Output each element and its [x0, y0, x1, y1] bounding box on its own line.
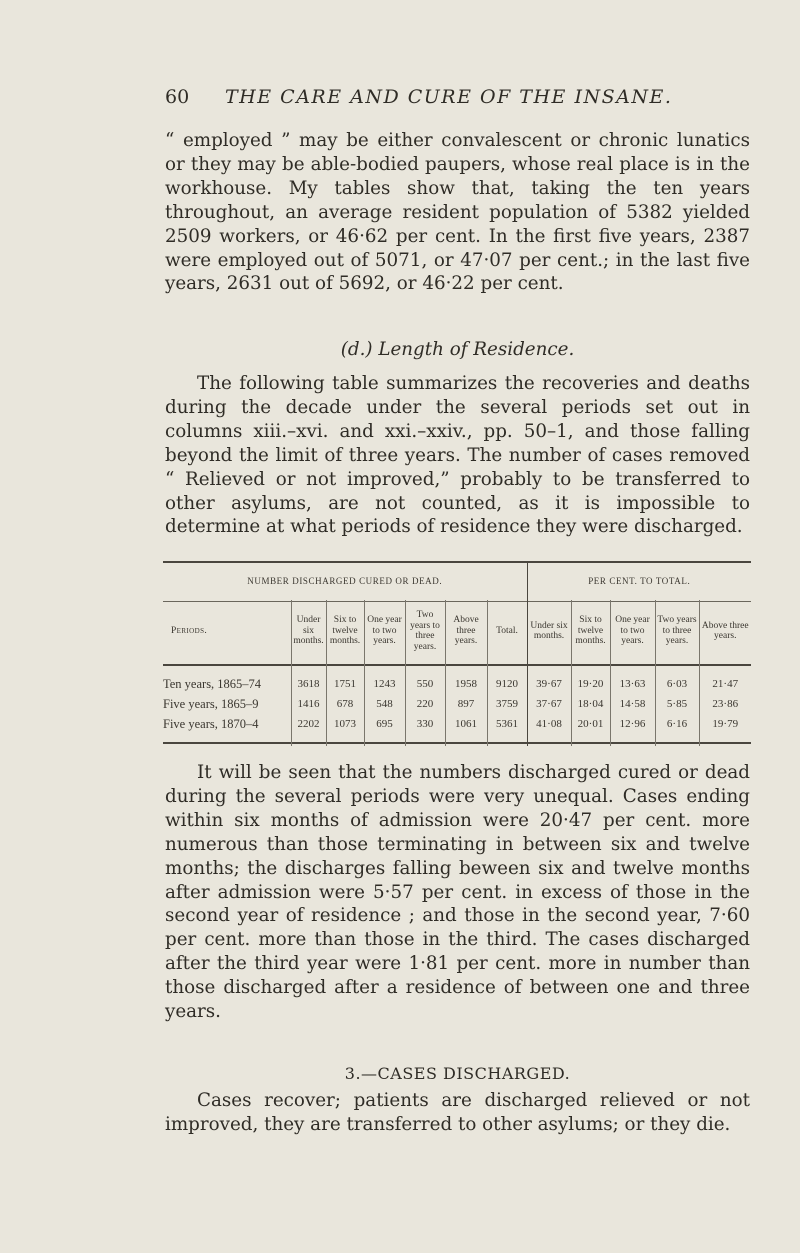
- paragraph-employed: “ employed ” may be either convalescent or chronic lunatics or they may be able-bodied paupers, whose real place is in the workhouse. My tables show that, taking the ten years throughout, an average resident population of 5382 yielded 2509 workers, or 46·62 per cent. In the first five years, 2387 were employed out of 5071, or 47·07 per cent.; in the last five years, 2631 out of 5692, or 46·22 per cent.: [165, 130, 750, 295]
- table-cell: 678: [326, 694, 364, 714]
- table-cell: 3618: [291, 674, 326, 694]
- table-cell: 1243: [364, 674, 405, 694]
- table-cell: 3759: [487, 694, 527, 714]
- group-header-percent: PER CENT. TO TOTAL.: [527, 562, 751, 600]
- col-header-above-three: Above three years.: [445, 600, 487, 662]
- col-header-pct-six-twelve: Six to twelve months.: [571, 600, 610, 662]
- running-title: THE CARE AND CURE OF THE INSANE.: [225, 86, 673, 108]
- col-header-pct-under-six: Under six months.: [527, 600, 571, 662]
- paragraph-cases-recover: Cases recover; patients are discharged relieved or not improved, they are transferred to other asylums; or they die.: [165, 1090, 750, 1135]
- table-cell: 5·85: [655, 694, 699, 714]
- col-header-pct-one-two: One year to two years.: [610, 600, 655, 662]
- col-header-total: Total.: [487, 600, 527, 662]
- table-cell: 39·67: [527, 674, 571, 694]
- table-cell: 37·67: [527, 694, 571, 714]
- col-header-periods: Periods.: [171, 625, 208, 636]
- paragraph-conclusions: It will be seen that the numbers discharged cured or dead during the several periods were very unequal. Cases ending within six months of admission were 20·47 per cent. more numerous than those terminating in between six and twelve months; the discharges falling beween six and twelve months after admission were 5·57 per cent. in excess of those in the second year of residence ; and those in the second year, 7·60 per cent. more than those in the third. The cases discharged after the third year were 1·81 per cent. more in number than those discharged after a residence of between one and three years.: [165, 762, 750, 1023]
- subheading-length-of-residence: (d.) Length of Residence.: [340, 339, 575, 360]
- row-label: Five years, 1865–9: [163, 696, 259, 711]
- table-row: [163, 714, 751, 734]
- table-cell: 897: [445, 694, 487, 714]
- col-header-two-three: Two years to three years.: [405, 600, 445, 662]
- table-row: [163, 674, 751, 694]
- row-label: Five years, 1870–4: [163, 716, 259, 731]
- table-cell: 330: [405, 714, 445, 734]
- col-header-one-two: One year to two years.: [364, 600, 405, 662]
- table-cell: 19·79: [699, 714, 751, 734]
- table-cell: 14·58: [610, 694, 655, 714]
- table-cell: 5361: [487, 714, 527, 734]
- table-cell: 695: [364, 714, 405, 734]
- residence-table: [163, 562, 751, 746]
- table-cell: 6·16: [655, 714, 699, 734]
- table-cell: 12·96: [610, 714, 655, 734]
- table-cell: 21·47: [699, 674, 751, 694]
- table-cell: 1073: [326, 714, 364, 734]
- table-cell: 19·20: [571, 674, 610, 694]
- col-header-six-twelve: Six to twelve months.: [326, 600, 364, 662]
- col-header-pct-above-three: Above three years.: [699, 600, 751, 662]
- col-header-pct-two-three: Two years to three years.: [655, 600, 699, 662]
- table-cell: 18·04: [571, 694, 610, 714]
- table-cell: 41·08: [527, 714, 571, 734]
- table-cell: 2202: [291, 714, 326, 734]
- group-header-number: NUMBER DISCHARGED CURED OR DEAD.: [247, 576, 443, 586]
- table-cell: 550: [405, 674, 445, 694]
- table-cell: 20·01: [571, 714, 610, 734]
- table-cell: 23·86: [699, 694, 751, 714]
- row-label: Ten years, 1865–74: [163, 676, 262, 691]
- page-number: 60: [165, 86, 190, 108]
- col-header-under-six: Under six months.: [291, 600, 326, 662]
- table-cell: 6·03: [655, 674, 699, 694]
- table-row: [163, 694, 751, 714]
- paragraph-following-table: The following table summarizes the recoveries and deaths during the decade under the several periods set out in columns xiii.–xvi. and xxi.–xxiv., pp. 50–1, and those falling beyond the limit of three years. The number of cases removed “ Relieved or not improved,” probably to be transferred to other asylums, are not counted, as it is impossible to determine at what periods of residence they were discharged.: [165, 373, 750, 538]
- table-cell: 220: [405, 694, 445, 714]
- section-heading-cases-discharged: 3.—CASES DISCHARGED.: [344, 1064, 571, 1083]
- table-cell: 1958: [445, 674, 487, 694]
- table-cell: 1751: [326, 674, 364, 694]
- table-cell: 1061: [445, 714, 487, 734]
- page-header: [165, 86, 755, 112]
- table-cell: 1416: [291, 694, 326, 714]
- table-cell: 13·63: [610, 674, 655, 694]
- table-cell: 548: [364, 694, 405, 714]
- table-cell: 9120: [487, 674, 527, 694]
